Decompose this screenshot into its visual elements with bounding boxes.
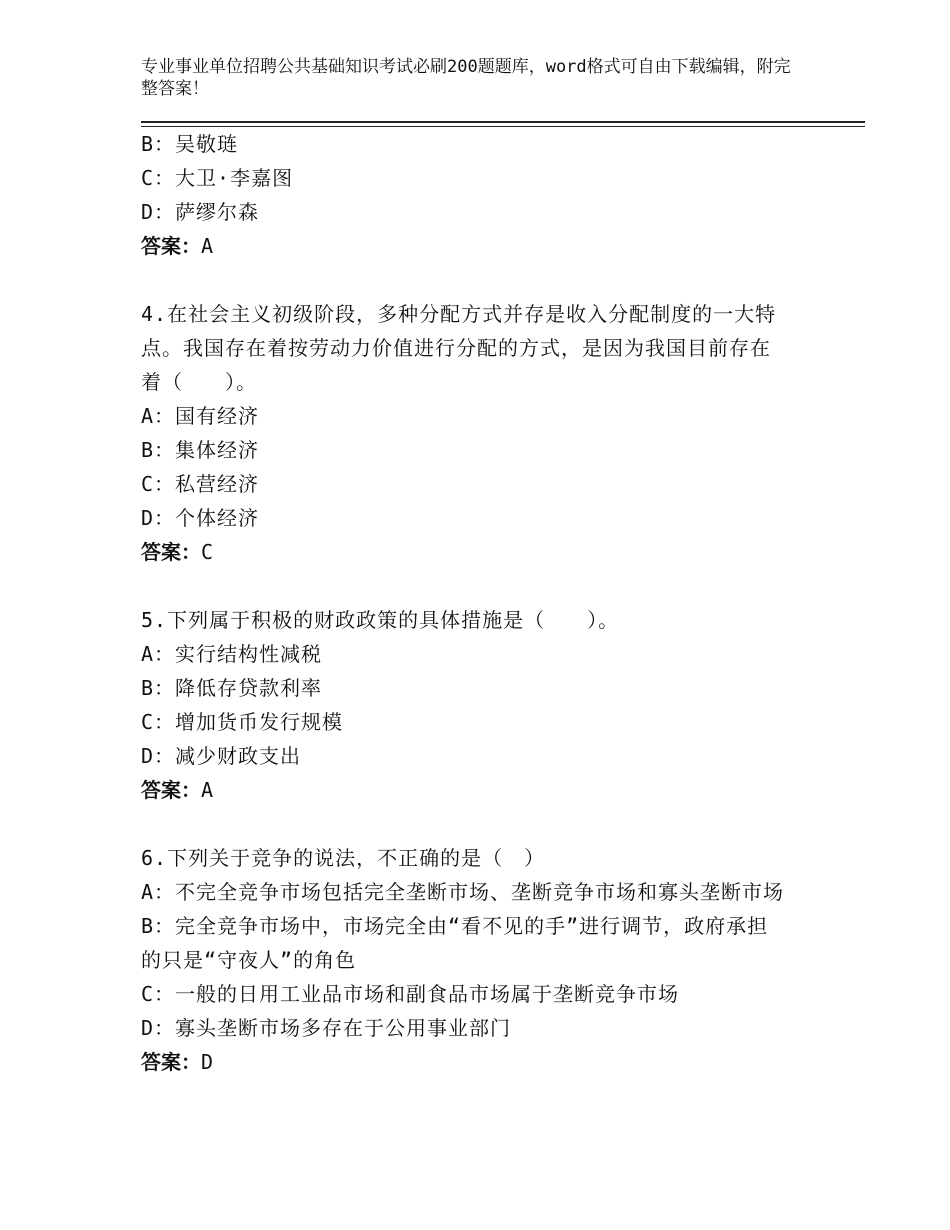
option-d: D：个体经济	[141, 506, 260, 530]
question-text-line: 着（ ）。	[141, 370, 257, 394]
option-a: A：国有经济	[141, 404, 260, 428]
answer-label: 答案：	[141, 778, 201, 802]
spacer	[141, 569, 821, 603]
option-d: D：萨缪尔森	[141, 200, 260, 224]
option-a: A：实行结构性减税	[141, 642, 323, 666]
answer-value: C	[201, 540, 214, 564]
question-text-line: 4.在社会主义初级阶段，多种分配方式并存是收入分配制度的一大特	[141, 302, 777, 326]
answer-value: A	[201, 234, 214, 258]
option-b-continued: 的只是“守夜人”的角色	[141, 948, 357, 972]
option-b: B：吴敬琏	[141, 132, 239, 156]
option-c: C：增加货币发行规模	[141, 710, 344, 734]
answer-line	[141, 229, 821, 263]
answer-label: 答案：	[141, 540, 201, 564]
option-d: D：减少财政支出	[141, 744, 302, 768]
answer-value: D	[201, 1050, 214, 1074]
page-header	[141, 56, 801, 100]
header-rule-thick	[141, 121, 865, 123]
question-6	[141, 841, 821, 1079]
question-5	[141, 603, 821, 807]
question-text-line: 6.下列关于竞争的说法，不正确的是（ ）	[141, 846, 546, 870]
option-a: A：不完全竞争市场包括完全垄断市场、垄断竞争市场和寡头垄断市场	[141, 880, 785, 904]
answer-line	[141, 1045, 821, 1079]
option-c: C：一般的日用工业品市场和副食品市场属于垄断竞争市场	[141, 982, 680, 1006]
answer-value: A	[201, 778, 214, 802]
option-b: B：完全竞争市场中，市场完全由“看不见的手”进行调节，政府承担	[141, 914, 769, 938]
header-text: 专业事业单位招聘公共基础知识考试必刷200题题库，word格式可自由下载编辑，附完整答案！	[141, 57, 791, 99]
question-text-line: 点。我国存在着按劳动力价值进行分配的方式，是因为我国目前存在	[141, 336, 771, 360]
spacer	[141, 807, 821, 841]
answer-line	[141, 535, 821, 569]
option-c: C：大卫·李嘉图	[141, 166, 294, 190]
question-text-line: 5.下列属于积极的财政政策的具体措施是（ ）。	[141, 608, 620, 632]
option-d: D：寡头垄断市场多存在于公用事业部门	[141, 1016, 512, 1040]
answer-label: 答案：	[141, 1050, 201, 1074]
spacer	[141, 263, 821, 297]
question-3-continuation	[141, 127, 821, 263]
question-4	[141, 297, 821, 569]
answer-line	[141, 773, 821, 807]
answer-label: 答案：	[141, 234, 201, 258]
option-b: B：降低存贷款利率	[141, 676, 323, 700]
option-b: B：集体经济	[141, 438, 260, 462]
option-c: C：私营经济	[141, 472, 260, 496]
question-content	[141, 127, 821, 1079]
